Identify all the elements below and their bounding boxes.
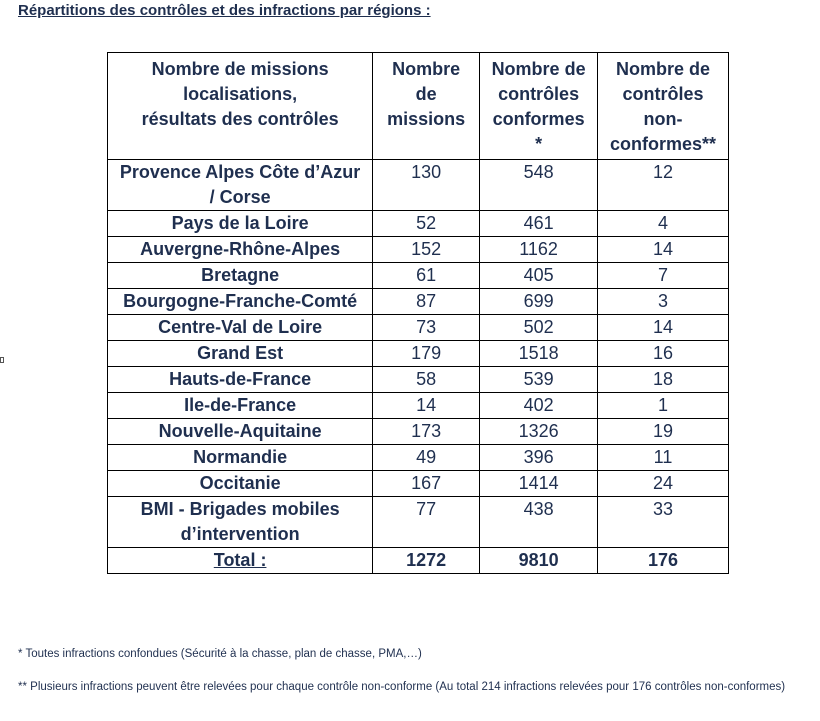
region-cell xyxy=(108,341,373,367)
table-row xyxy=(108,367,729,393)
region-cell xyxy=(108,211,373,237)
conformes-cell: 1518 xyxy=(480,341,598,367)
missions-cell: 49 xyxy=(373,445,480,471)
header-line: * xyxy=(535,134,543,154)
margin-marker xyxy=(0,357,4,363)
region-cell xyxy=(108,289,373,315)
non-conformes-cell: 3 xyxy=(598,289,729,315)
region-name: Occitanie xyxy=(199,473,281,493)
region-cell xyxy=(108,471,373,497)
header-line: Nombre xyxy=(392,59,461,79)
conformes-cell: 396 xyxy=(480,445,598,471)
missions-cell: 73 xyxy=(373,315,480,341)
regions-table xyxy=(107,52,729,574)
region-name: Ile-de-France xyxy=(184,395,297,415)
region-name: Grand Est xyxy=(197,343,284,363)
table-row xyxy=(108,315,729,341)
region-name: Bourgogne-Franche-Comté xyxy=(123,291,358,311)
region-cell xyxy=(108,263,373,289)
missions-cell: 152 xyxy=(373,237,480,263)
total-conformes: 9810 xyxy=(480,548,598,574)
region-cell xyxy=(108,160,373,211)
section-heading: Répartitions des contrôles et des infractions par régions : xyxy=(18,2,431,19)
missions-cell: 87 xyxy=(373,289,480,315)
conformes-cell: 548 xyxy=(480,160,598,211)
region-name: Normandie xyxy=(193,447,288,467)
table-row xyxy=(108,160,729,211)
conformes-cell: 502 xyxy=(480,315,598,341)
header-line: Nombre de xyxy=(616,59,711,79)
table-row xyxy=(108,497,729,548)
header-line: conformes** xyxy=(610,134,717,154)
missions-cell: 61 xyxy=(373,263,480,289)
missions-cell: 167 xyxy=(373,471,480,497)
conformes-cell: 402 xyxy=(480,393,598,419)
non-conformes-cell: 14 xyxy=(598,237,729,263)
header-conformes xyxy=(480,53,598,160)
missions-cell: 179 xyxy=(373,341,480,367)
region-cell xyxy=(108,445,373,471)
region-cell xyxy=(108,497,373,548)
region-name: d’intervention xyxy=(180,524,300,544)
region-name: Bretagne xyxy=(201,265,280,285)
missions-cell: 130 xyxy=(373,160,480,211)
header-line: résultats des contrôles xyxy=(141,109,339,129)
region-cell xyxy=(108,315,373,341)
region-name: BMI - Brigades mobiles xyxy=(140,499,340,519)
conformes-cell: 438 xyxy=(480,497,598,548)
header-line: localisations, xyxy=(183,84,298,104)
header-non-conformes xyxy=(598,53,729,160)
region-name: / Corse xyxy=(209,187,271,207)
region-cell xyxy=(108,367,373,393)
non-conformes-cell: 33 xyxy=(598,497,729,548)
table-row xyxy=(108,419,729,445)
table-row xyxy=(108,393,729,419)
region-name: Hauts-de-France xyxy=(169,369,312,389)
header-missions xyxy=(373,53,480,160)
conformes-cell: 1414 xyxy=(480,471,598,497)
non-conformes-cell: 12 xyxy=(598,160,729,211)
region-cell xyxy=(108,393,373,419)
total-non-conformes: 176 xyxy=(598,548,729,574)
non-conformes-cell: 19 xyxy=(598,419,729,445)
header-line: Nombre de missions xyxy=(151,59,329,79)
non-conformes-cell: 1 xyxy=(598,393,729,419)
non-conformes-cell: 18 xyxy=(598,367,729,393)
non-conformes-cell: 16 xyxy=(598,341,729,367)
header-line: non- xyxy=(643,109,683,129)
header-line: conformes xyxy=(492,109,585,129)
missions-cell: 77 xyxy=(373,497,480,548)
non-conformes-cell: 14 xyxy=(598,315,729,341)
conformes-cell: 461 xyxy=(480,211,598,237)
table-row xyxy=(108,211,729,237)
header-line: Nombre de xyxy=(491,59,586,79)
conformes-cell: 1326 xyxy=(480,419,598,445)
table-row xyxy=(108,263,729,289)
header-line: de xyxy=(415,84,437,104)
region-cell xyxy=(108,419,373,445)
missions-cell: 173 xyxy=(373,419,480,445)
header-line: missions xyxy=(387,109,466,129)
region-cell xyxy=(108,237,373,263)
missions-cell: 14 xyxy=(373,393,480,419)
header-line: contrôles xyxy=(498,84,580,104)
header-region xyxy=(108,53,373,160)
region-name: Pays de la Loire xyxy=(171,213,309,233)
missions-cell: 52 xyxy=(373,211,480,237)
table-row xyxy=(108,445,729,471)
non-conformes-cell: 24 xyxy=(598,471,729,497)
conformes-cell: 1162 xyxy=(480,237,598,263)
region-name: Auvergne-Rhône-Alpes xyxy=(140,239,341,259)
non-conformes-cell: 4 xyxy=(598,211,729,237)
missions-cell: 58 xyxy=(373,367,480,393)
conformes-cell: 699 xyxy=(480,289,598,315)
non-conformes-cell: 7 xyxy=(598,263,729,289)
footnote-2: ** Plusieurs infractions peuvent être relevées pour chaque contrôle non-conforme (Au total 214 infractions relevées pour 176 contrôles non-conformes) xyxy=(18,681,786,693)
total-label: Total : xyxy=(108,548,373,574)
header-line: contrôles xyxy=(622,84,704,104)
region-name: Provence Alpes Côte d’Azur xyxy=(119,162,361,182)
table-row xyxy=(108,471,729,497)
conformes-cell: 539 xyxy=(480,367,598,393)
conformes-cell: 405 xyxy=(480,263,598,289)
table-row xyxy=(108,289,729,315)
non-conformes-cell: 11 xyxy=(598,445,729,471)
table-header-row xyxy=(108,53,729,160)
total-row xyxy=(108,548,729,574)
total-missions: 1272 xyxy=(373,548,480,574)
table-row xyxy=(108,237,729,263)
footnote-1: * Toutes infractions confondues (Sécurité à la chasse, plan de chasse, PMA,…) xyxy=(18,648,422,660)
region-name: Centre-Val de Loire xyxy=(158,317,323,337)
region-name: Nouvelle-Aquitaine xyxy=(158,421,322,441)
table-row xyxy=(108,341,729,367)
